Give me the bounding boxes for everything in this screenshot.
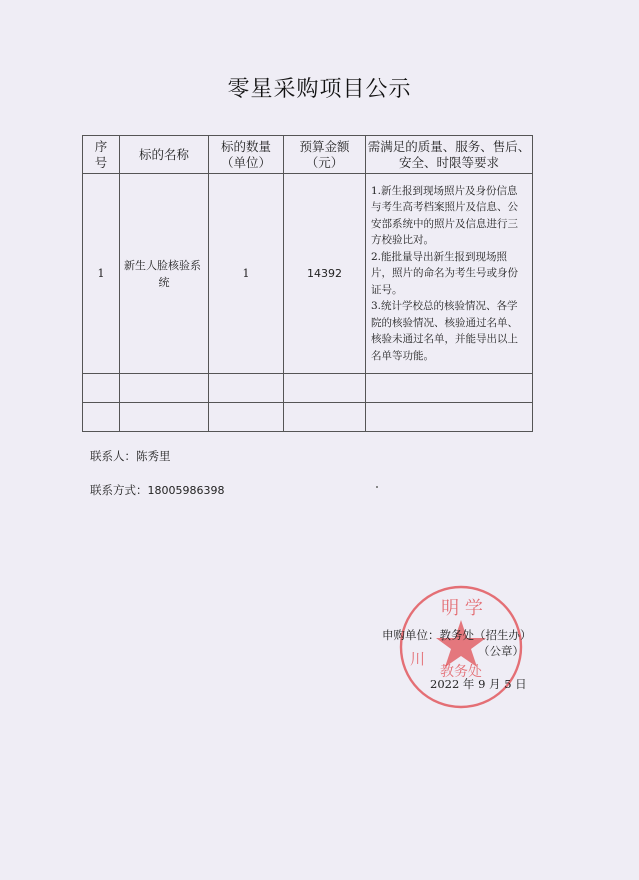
header-item-name: 标的名称 (120, 136, 209, 174)
scan-dot (376, 486, 378, 488)
header-seq: 序 号 (83, 136, 120, 174)
applicant-unit (382, 627, 532, 643)
applicant-unit-value: 教务处（招生办） (439, 628, 532, 642)
table-header-row (83, 136, 533, 174)
table-row (83, 174, 533, 374)
procurement-table (82, 135, 533, 432)
contact-person-value: 陈秀里 (136, 449, 171, 463)
seal-text-bottom: 教务处 (440, 664, 482, 680)
seal-note: （公章） (478, 644, 524, 658)
seal-text-top: 明 学 (441, 598, 483, 619)
table-row-empty (83, 403, 533, 432)
cell-quantity: 1 (209, 174, 284, 374)
seal-text-left: 川 (410, 650, 426, 668)
document-date: 2022 年 9 月 5 日 (430, 677, 527, 691)
contact-phone (90, 482, 224, 498)
cell-seq: 1 (83, 174, 120, 374)
document-title: 零星采购项目公示 (227, 77, 412, 102)
contact-person (90, 448, 171, 464)
cell-budget: 14392 (284, 174, 366, 374)
contact-phone-label: 联系方式： (90, 483, 148, 497)
header-quantity: 标的数量 （单位） (209, 136, 284, 174)
contact-phone-value: 18005986398 (147, 484, 225, 497)
header-budget: 预算金额 （元） (284, 136, 366, 174)
cell-requirements: 1.新生报到现场照片及身份信息 与考生高考档案照片及信息、公 安部系统中的照片及信息进行三 方校验比对。 2.能批量导出新生报到现场照 片，照片的命名为考生号或身份 证号。 3.统计学校总的核验情况、各学 院的核验情况、核验通过名单、 核验未通过名单，并能导出以上 名单等功能。 (366, 174, 533, 374)
cell-item-name: 新生人脸核验系 统 (120, 174, 209, 374)
applicant-label: 申购单位： (382, 628, 440, 642)
table-row-empty (83, 374, 533, 403)
header-requirements: 需满足的质量、服务、售后、 安全、时限等要求 (366, 136, 533, 174)
contact-person-label: 联系人： (90, 449, 136, 463)
